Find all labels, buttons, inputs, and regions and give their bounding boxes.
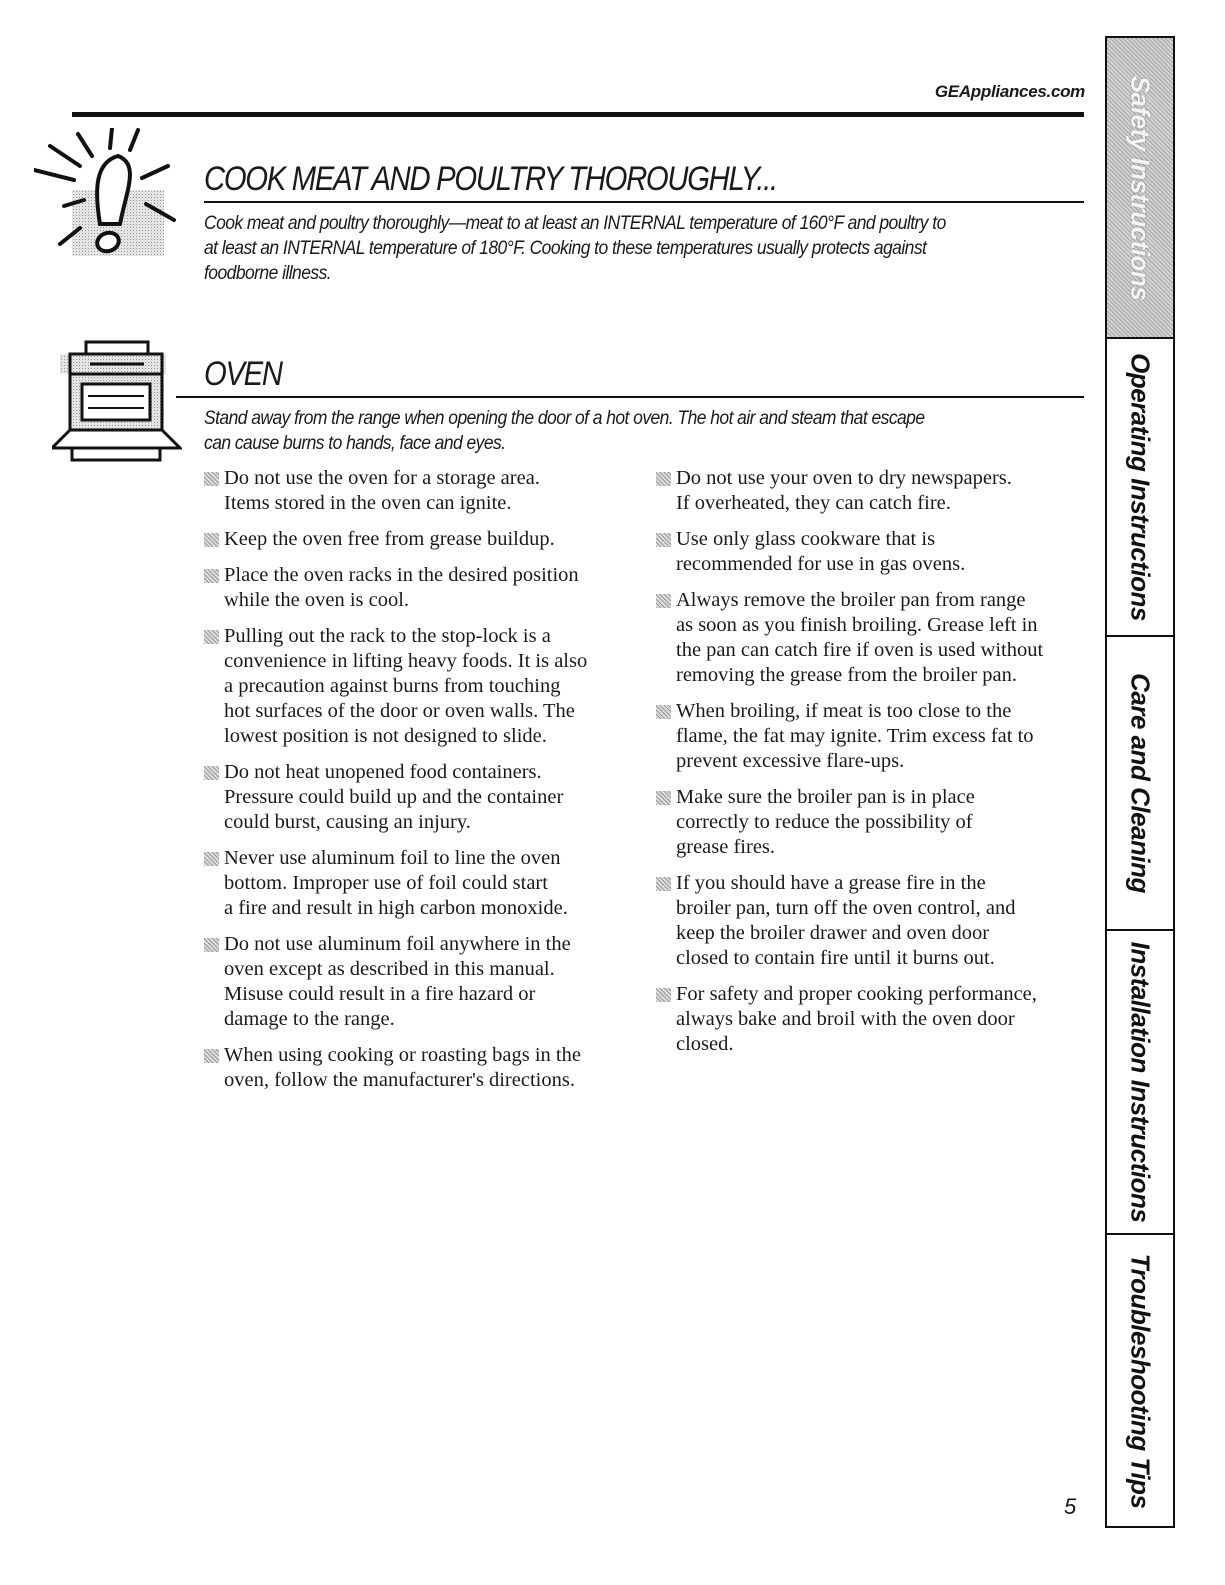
right-bullet-list xyxy=(652,466,1092,1057)
list-item-line: If overheated, they can catch fire. xyxy=(676,492,951,514)
list-item xyxy=(652,785,1092,860)
cook-intro-line: foodborne illness. xyxy=(204,263,332,284)
list-item-line: If you should have a grease fire in the xyxy=(676,872,986,894)
list-item-line: Keep the oven free from grease buildup. xyxy=(224,528,555,550)
list-item xyxy=(200,1043,630,1093)
list-item-line: Make sure the broiler pan is in place xyxy=(676,786,975,808)
list-item xyxy=(652,982,1092,1057)
list-item-line: hot surfaces of the door or oven walls. The xyxy=(224,700,575,722)
list-item-line: as soon as you finish broiling. Grease left in xyxy=(676,614,1038,636)
warning-exclamation-icon xyxy=(34,128,184,258)
cook-intro xyxy=(204,211,946,286)
list-item-line: correctly to reduce the possibility of xyxy=(676,811,973,833)
list-item xyxy=(200,932,630,1032)
left-bullet-list xyxy=(200,466,630,1093)
list-item-line: Use only glass cookware that is xyxy=(676,528,936,550)
tab-operating-instructions[interactable] xyxy=(1107,339,1173,637)
list-item-line: damage to the range. xyxy=(224,1008,395,1030)
list-item-line: flame, the fat may ignite. Trim excess fat to xyxy=(676,725,1034,747)
list-item-line: keep the broiler drawer and oven door xyxy=(676,922,990,944)
list-item-line: When broiling, if meat is too close to the xyxy=(676,700,1012,722)
tab-installation-instructions[interactable] xyxy=(1107,931,1173,1235)
list-item-line: convenience in lifting heavy foods. It is also xyxy=(224,650,588,672)
cook-intro-line: at least an INTERNAL temperature of 180°F. Cooking to these temperatures usually protects against xyxy=(204,238,927,259)
list-item-line: closed to contain fire until it burns out. xyxy=(676,947,995,969)
tab-label: Troubleshooting Tips xyxy=(1125,1253,1156,1508)
section-title-oven: OVEN xyxy=(204,355,282,393)
list-item-line: When using cooking or roasting bags in the xyxy=(224,1044,581,1066)
list-item-line: closed. xyxy=(676,1033,734,1055)
tab-label: Operating Instructions xyxy=(1125,353,1156,621)
tab-care-and-cleaning[interactable] xyxy=(1107,637,1173,931)
list-item xyxy=(200,846,630,921)
list-item-line: removing the grease from the broiler pan. xyxy=(676,664,1017,686)
tab-label: Care and Cleaning xyxy=(1125,673,1156,893)
list-item-line: lowest position is not designed to slide. xyxy=(224,725,547,747)
tab-troubleshooting-tips[interactable] xyxy=(1107,1235,1173,1526)
list-item-line: grease fires. xyxy=(676,836,776,858)
tab-label: Safety Instructions xyxy=(1125,75,1156,300)
list-item xyxy=(200,624,630,749)
list-item xyxy=(652,871,1092,971)
range-oven-icon xyxy=(52,338,182,464)
list-item-line: Misuse could result in a fire hazard or xyxy=(224,983,536,1005)
page-number: 5 xyxy=(1064,1494,1077,1519)
list-item xyxy=(652,588,1092,688)
list-item xyxy=(200,760,630,835)
tab-safety-instructions[interactable] xyxy=(1107,38,1173,339)
side-tab-bar xyxy=(1105,36,1175,1528)
list-item-line: prevent excessive flare-ups. xyxy=(676,750,905,772)
list-item-line: Do not use the oven for a storage area. xyxy=(224,467,540,489)
list-item-line: Do not use aluminum foil anywhere in the xyxy=(224,933,571,955)
list-item-line: oven except as described in this manual. xyxy=(224,958,555,980)
list-item-line: Items stored in the oven can ignite. xyxy=(224,492,512,514)
list-item-line: Never use aluminum foil to line the oven xyxy=(224,847,561,869)
list-item-line: the pan can catch fire if oven is used without xyxy=(676,639,1044,661)
top-rule xyxy=(72,112,1084,117)
list-item-line: Always remove the broiler pan from range xyxy=(676,589,1026,611)
oven-intro-line: can cause burns to hands, face and eyes. xyxy=(204,433,506,454)
list-item xyxy=(200,466,630,516)
list-item xyxy=(652,466,1092,516)
section-rule-cook xyxy=(204,201,1084,203)
right-column xyxy=(652,466,1092,1068)
section-rule-oven xyxy=(176,396,1084,398)
cook-intro-line: Cook meat and poultry thoroughly—meat to at least an INTERNAL temperature of 160°F and poultry to xyxy=(204,213,946,234)
list-item-line: a precaution against burns from touching xyxy=(224,675,561,697)
list-item xyxy=(652,527,1092,577)
list-item-line: Pressure could build up and the container xyxy=(224,786,564,808)
list-item-line: bottom. Improper use of foil could start xyxy=(224,872,548,894)
list-item-line: oven, follow the manufacturer's directions. xyxy=(224,1069,575,1091)
list-item-line: could burst, causing an injury. xyxy=(224,811,471,833)
list-item xyxy=(652,699,1092,774)
tab-label: Installation Instructions xyxy=(1125,941,1156,1223)
list-item-line: Place the oven racks in the desired position xyxy=(224,564,579,586)
oven-intro-line: Stand away from the range when opening the door of a hot oven. The hot air and steam that escape xyxy=(204,408,925,429)
list-item-line: broiler pan, turn off the oven control, and xyxy=(676,897,1016,919)
list-item-line: recommended for use in gas ovens. xyxy=(676,553,966,575)
list-item-line: always bake and broil with the oven door xyxy=(676,1008,1015,1030)
list-item xyxy=(200,563,630,613)
list-item-line: For safety and proper cooking performance, xyxy=(676,983,1037,1005)
list-item-line: Do not heat unopened food containers. xyxy=(224,761,542,783)
site-url[interactable]: GEAppliances.com xyxy=(934,82,1085,101)
oven-intro xyxy=(204,406,925,456)
list-item-line: while the oven is cool. xyxy=(224,589,410,611)
list-item xyxy=(200,527,630,552)
list-item-line: a fire and result in high carbon monoxide. xyxy=(224,897,568,919)
list-item-line: Do not use your oven to dry newspapers. xyxy=(676,467,1012,489)
list-item-line: Pulling out the rack to the stop-lock is a xyxy=(224,625,551,647)
left-column xyxy=(200,466,630,1104)
section-title-cook: COOK MEAT AND POULTRY THOROUGHLY... xyxy=(204,160,777,198)
